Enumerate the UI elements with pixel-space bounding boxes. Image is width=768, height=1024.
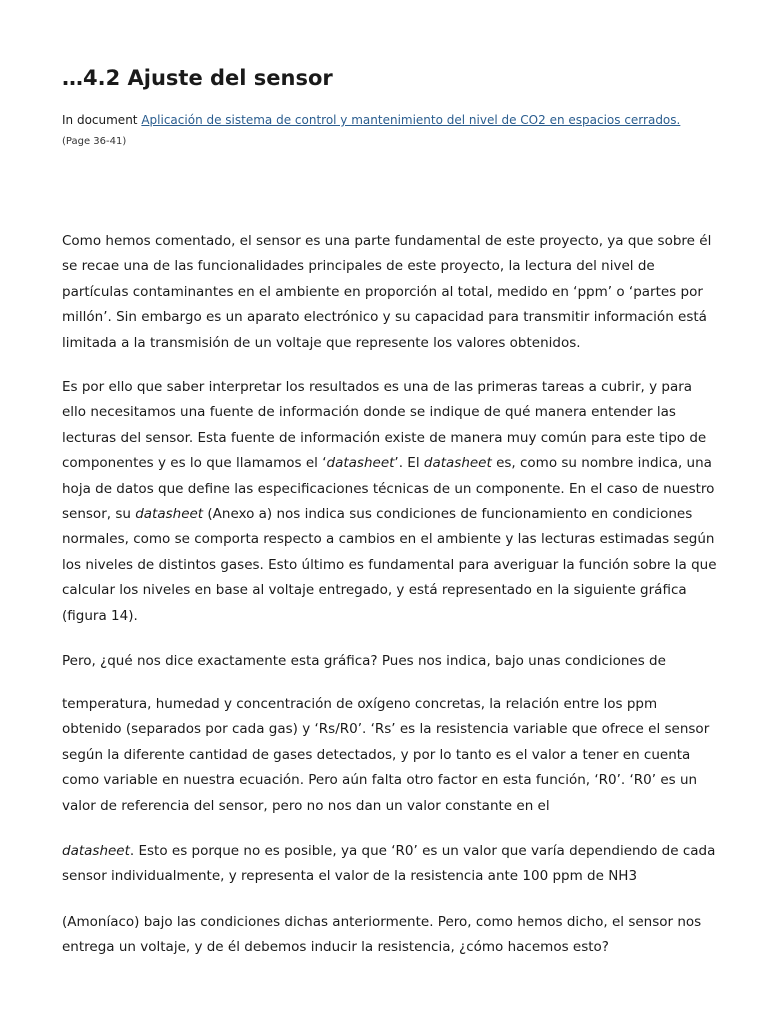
page-range: (Page 36-41) [62,136,127,147]
paragraph-2-text: Es por ello que saber interpretar los resultados es una de las primeras tareas a cubrir, y para ello necesitamos una fuente de información donde se indique de qué manera entender las lecturas del sensor. Esta fuente de información existe de manera muy común para este tipo de componentes y es lo que llamamos el ‘ [62,379,707,472]
paragraph-1: Como hemos comentado, el sensor es una parte fundamental de este proyecto, ya que sobre él se recae una de las funcionalidades principales de este proyecto, la lectura del nivel de partículas contaminantes en el ambiente en proporción al total, medido en ‘ppm’ o ‘partes por millón’. Sin embargo es un aparato electrónico y su capacidad para transmitir información está limitada a la transmisión de un voltaje que represente los valores obtenidos. [62,233,712,351]
paragraph-5-text: . Esto es porque no es posible, ya que ‘R0’ es un valor que varía dependiendo de cada sensor individualmente, y representa el valor de la resistencia ante 100 ppm de NH3 [62,843,716,885]
paragraph-2-text: (Anexo a) nos indica sus condiciones de funcionamiento en condiciones normales, como se comporta respecto a cambios en el ambiente y las lecturas estimadas según los niveles de distintos gases. Esto último es fundamental para averiguar la función sobre la que calcular los niveles en base al voltaje entregado, y está representado en la siguiente gráfica (figura 14). [62,506,717,624]
paragraph-2-text: ’. El [394,455,424,472]
document-link[interactable]: Aplicación de sistema de control y mantenimiento del nivel de CO2 en espacios cerrados. [141,113,681,127]
paragraph-3: Pero, ¿qué nos dice exactamente esta gráfica? Pues nos indica, bajo unas condiciones de [62,653,666,669]
datasheet-term: datasheet [135,506,204,523]
paragraph-2 [62,375,718,629]
section-title: …4.2 Ajuste del sensor [62,66,333,90]
source-line [62,113,680,127]
datasheet-term: datasheet [62,843,130,859]
paragraph-2-text: es, como su nombre indica, una hoja de datos que define las especificaciones técnicas de un componente. En el caso de nuestro sensor, su [62,455,715,523]
paragraph-4: temperatura, humedad y concentración de oxígeno concretas, la relación entre los ppm obtenido (separados por cada gas) y ‘Rs/R0’. ‘Rs’ es la resistencia variable que ofrece el sensor según la diferente cantidad de gases detectados, y por lo tanto es el valor a tener en cuenta como variable en nuestra ecuación. Pero aún falta otro factor en esta función, ‘R0’. ‘R0’ es un valor de referencia del sensor, pero no nos dan un valor constante en el [62,696,710,814]
paragraph-6: (Amoníaco) bajo las condiciones dichas anteriormente. Pero, como hemos dicho, el sensor nos entrega un voltaje, y de él debemos inducir la resistencia, ¿cómo hacemos esto? [62,914,702,956]
paragraph-5 [62,839,718,890]
datasheet-term: datasheet [423,455,492,472]
source-prefix: In document [62,113,138,127]
datasheet-term: datasheet [326,455,395,472]
